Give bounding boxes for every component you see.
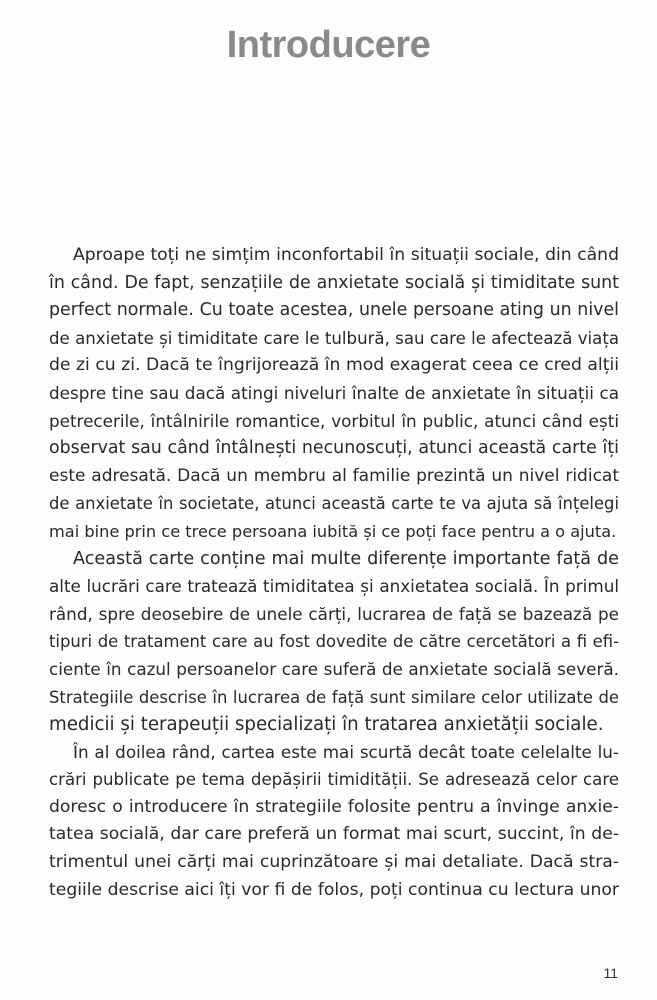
text-line: Strategiile descrise în lucrarea de față sunt similare celor utilizate de	[49, 687, 619, 707]
text-line: mai bine prin ce trece persoana iubită și ce poți face pentru a o ajuta.	[49, 521, 617, 541]
text-line: crări publicate pe tema depășirii timidității. Se adresează celor care	[49, 770, 619, 790]
text-line: observat sau când întâlnești necunoscuți, atunci această carte îți	[49, 438, 619, 459]
text-line: în când. De fapt, senzațiile de anxietate socială și timiditate sunt	[49, 272, 619, 293]
text-line: trimentul unei cărți mai cuprinzătoare și mai detaliate. Dacă stra-	[49, 852, 619, 873]
text-line: despre tine sau dacă atingi niveluri înalte de anxietate în situații ca	[49, 382, 619, 403]
text-line: petrecerile, întâlnirile romantice, vorbitul în public, atunci când ești	[49, 410, 619, 431]
text-line: este adresată. Dacă un membru al familie prezintă un nivel ridicat	[49, 465, 619, 486]
text-line: doresc o introducere în strategiile folosite pentru a învinge anxie-	[49, 796, 619, 817]
text-line: ciente în cazul persoanelor care suferă de anxietate socială severă.	[49, 658, 619, 679]
text-line: medicii și terapeuții specializați în tratarea anxietății sociale.	[49, 714, 604, 736]
text-line: de anxietate în societate, atunci această carte te va ajuta să înțelegi	[49, 494, 619, 514]
text-line: de zi cu zi. Dacă te îngrijorează în mod exagerat ceea ce cred alții	[49, 355, 619, 376]
text-line: de anxietate și timiditate care le tulbură, sau care le afectează viața	[49, 328, 619, 348]
text-line: alte lucrări care tratează timiditatea și anxietatea socială. În primul	[49, 576, 619, 597]
page-number: 11	[603, 965, 618, 981]
text-line: tipuri de tratament care au fost dovedite de către cercetători a fi efi-	[49, 632, 619, 652]
text-line: Această carte conține mai multe diferențe importante față de	[73, 548, 619, 569]
text-line: Aproape toți ne simțim inconfortabil în situații sociale, din când	[73, 245, 619, 265]
paragraph-1	[49, 242, 619, 546]
text-line: tegiile descrise aici îți vor fi de folos, poți continua cu lectura unor	[49, 879, 619, 900]
text-line: perfect normale. Cu toate acestea, unele persoane ating un nivel	[49, 300, 619, 321]
paragraph-2	[49, 546, 619, 739]
text-line: În al doilea rând, cartea este mai scurtă decât toate celelalte lu-	[73, 741, 619, 762]
text-line: rând, spre deosebire de unele cărți, lucrarea de față se bazează pe	[49, 603, 619, 624]
body-text	[49, 242, 619, 904]
chapter-title: Introducere	[226, 24, 431, 66]
text-line: tatea socială, dar care preferă un format mai scurt, succint, în de-	[49, 824, 619, 845]
paragraph-3	[49, 739, 619, 905]
